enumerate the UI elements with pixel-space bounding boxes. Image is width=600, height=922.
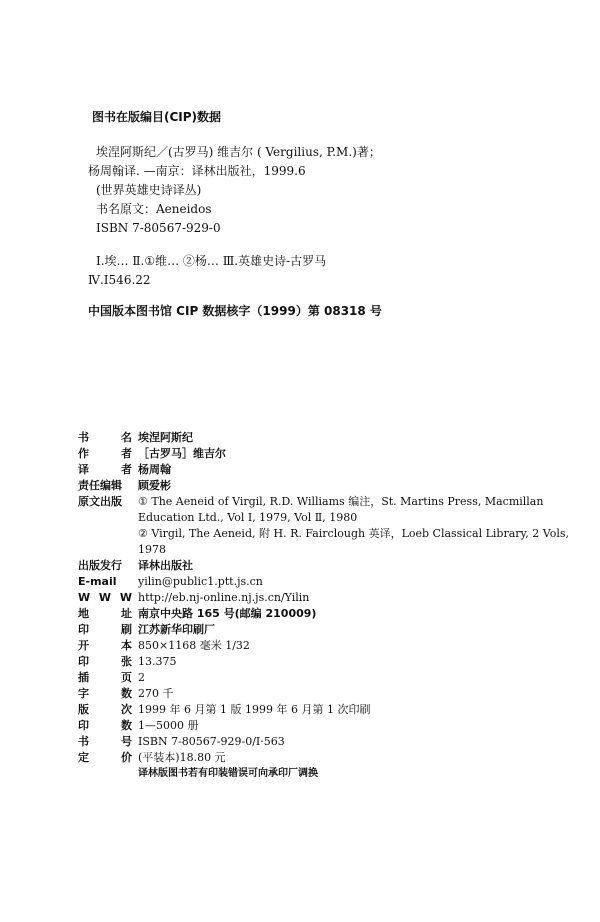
- detail-value: [138, 702, 578, 718]
- detail-label-part: 印: [78, 623, 89, 636]
- detail-label: [78, 462, 138, 478]
- detail-label-part: 刷: [121, 623, 132, 636]
- cip-line: 埃涅阿斯纪／(古罗马) 维吉尔 ( Vergilius, P.M.)著；: [96, 145, 381, 159]
- detail-row: [78, 654, 578, 670]
- detail-row: [78, 494, 578, 558]
- detail-value: [138, 430, 578, 446]
- detail-value-text: yilin@public1.ptt.js.cn: [138, 575, 263, 588]
- detail-label: [78, 654, 138, 670]
- detail-label-part: 名: [121, 431, 132, 444]
- detail-row: [78, 734, 578, 750]
- detail-label-part: 作: [78, 447, 89, 460]
- detail-value-text: http://eb.nj-online.nj.js.cn/Yilin: [138, 591, 310, 604]
- detail-row: [78, 558, 578, 574]
- detail-row: [78, 686, 578, 702]
- detail-label: [78, 750, 138, 766]
- detail-label-part: 责任编辑: [78, 479, 122, 492]
- detail-row: [78, 478, 578, 494]
- detail-row: [78, 462, 578, 478]
- detail-label-part: 次: [121, 703, 132, 716]
- detail-label: [78, 670, 138, 686]
- detail-value-text: 1999 年 6 月第 1 版 1999 年 6 月第 1 次印刷: [138, 703, 371, 716]
- detail-value: [138, 654, 578, 670]
- detail-label-part: 印: [78, 655, 89, 668]
- detail-value-text: 13.375: [138, 655, 177, 668]
- detail-row: [78, 750, 578, 766]
- detail-value-text: 埃涅阿斯纪: [138, 431, 193, 444]
- detail-label-part: 者: [121, 463, 132, 476]
- detail-value: [138, 446, 578, 462]
- detail-value-text: 2: [138, 671, 145, 684]
- detail-label: [78, 446, 138, 462]
- detail-value-text: ISBN 7-80567-929-0/I·563: [138, 735, 285, 748]
- detail-value: [138, 478, 578, 494]
- detail-row: [78, 622, 578, 638]
- detail-value: [138, 750, 578, 766]
- detail-label-part: 本: [121, 639, 132, 652]
- detail-label-part: 址: [121, 607, 132, 620]
- detail-row: [78, 718, 578, 734]
- detail-label: [78, 718, 138, 734]
- detail-label-part: 原文出版: [78, 495, 122, 508]
- detail-label-part: 数: [121, 719, 132, 732]
- detail-label: [78, 702, 138, 718]
- detail-label: [78, 686, 138, 702]
- detail-label: [78, 478, 138, 494]
- detail-value: [138, 670, 578, 686]
- cip-title: 图书在版编目(CIP)数据: [92, 110, 222, 124]
- detail-label-part: 数: [121, 687, 132, 700]
- detail-value-text: 译林出版社: [138, 559, 193, 572]
- detail-label: [78, 606, 138, 622]
- detail-row: [78, 590, 578, 606]
- detail-value: [138, 718, 578, 734]
- detail-value-text: ① The Aeneid of Virgil, R.D. Williams 编注，St. Martins Press, Macmillan Education Ltd., Vol Ⅰ, 1979, Vol Ⅱ, 1980: [138, 495, 544, 524]
- cip-section: [70, 108, 580, 319]
- detail-row: [78, 430, 578, 446]
- detail-label: [78, 734, 138, 750]
- detail-value: [138, 606, 578, 622]
- detail-label: [78, 590, 138, 606]
- detail-row: [78, 638, 578, 654]
- detail-row: [78, 446, 578, 462]
- detail-label-part: 张: [121, 655, 132, 668]
- cip-classification-line: Ⅰ.埃… Ⅱ.①维… ②杨… Ⅲ.英雄史诗-古罗马: [96, 254, 327, 268]
- detail-label-part: 印: [78, 719, 89, 732]
- publication-details: [78, 430, 578, 782]
- detail-label-part: W: [119, 591, 132, 604]
- detail-label-part: 定: [78, 751, 89, 764]
- detail-label: [78, 558, 138, 574]
- cip-line: 书名原文：Aeneidos: [96, 202, 212, 216]
- detail-value-text: 南京中央路 165 号(邮编 210009): [138, 607, 317, 620]
- detail-label-part: W: [78, 591, 91, 604]
- detail-label-part: 页: [121, 671, 132, 684]
- detail-value-text: 杨周翰: [138, 463, 171, 476]
- cip-line: ISBN 7-80567-929-0: [96, 221, 221, 235]
- detail-label-part: 译: [78, 463, 89, 476]
- detail-value: [138, 686, 578, 702]
- detail-value: [138, 622, 578, 638]
- detail-value-text: 1—5000 册: [138, 719, 199, 732]
- detail-value-text: 270 千: [138, 687, 174, 700]
- detail-value-text: 江苏新华印刷厂: [138, 623, 215, 636]
- detail-value-text: 850×1168 毫米 1/32: [138, 639, 250, 652]
- detail-row: [78, 574, 578, 590]
- detail-value: [138, 494, 578, 558]
- cip-line: (世界英雄史诗译丛): [96, 183, 202, 197]
- detail-value-text: 顾爱彬: [138, 479, 171, 492]
- detail-value: [138, 462, 578, 478]
- detail-label-part: 插: [78, 671, 89, 684]
- detail-label: [78, 622, 138, 638]
- detail-value: [138, 590, 578, 606]
- detail-label-part: 开: [78, 639, 89, 652]
- detail-value-text: (平装本)18.80 元: [138, 751, 226, 764]
- detail-label-part: 字: [78, 687, 89, 700]
- cip-line: 杨周翰译. —南京：译林出版社，1999.6: [88, 164, 306, 178]
- detail-row: [78, 702, 578, 718]
- detail-value: [138, 734, 578, 750]
- detail-label: [78, 574, 138, 590]
- printing-error-note: 译林版图书若有印装错误可向承印厂调换: [138, 768, 318, 779]
- detail-label-part: 书: [78, 735, 89, 748]
- detail-label-part: 版: [78, 703, 89, 716]
- detail-label: [78, 494, 138, 510]
- detail-value: [138, 638, 578, 654]
- detail-label: [78, 430, 138, 446]
- detail-value-text: ② Virgil, The Aeneid, 附 H. R. Fairclough 英译，Loeb Classical Library, 2 Vols, 1978: [138, 527, 569, 556]
- detail-label-part: 地: [78, 607, 89, 620]
- detail-label-part: 号: [121, 735, 132, 748]
- detail-value: [138, 558, 578, 574]
- detail-label-part: 价: [121, 751, 132, 764]
- detail-label: [78, 638, 138, 654]
- cip-record: [70, 143, 580, 238]
- detail-label-part: 书: [78, 431, 89, 444]
- detail-row: [78, 670, 578, 686]
- detail-label-part: 出版发行: [78, 559, 122, 572]
- cip-classification-line: Ⅳ.I546.22: [88, 273, 151, 287]
- detail-value: [138, 574, 578, 590]
- cip-classification: [70, 252, 580, 290]
- cip-number: 中国版本图书馆 CIP 数据核字（1999）第 08318 号: [88, 304, 382, 318]
- detail-label-part: W: [98, 591, 112, 604]
- detail-label-part: E-mail: [78, 575, 117, 588]
- detail-row: [78, 606, 578, 622]
- detail-label-part: 者: [121, 447, 132, 460]
- detail-value-text: ［古罗马］维吉尔: [138, 447, 226, 460]
